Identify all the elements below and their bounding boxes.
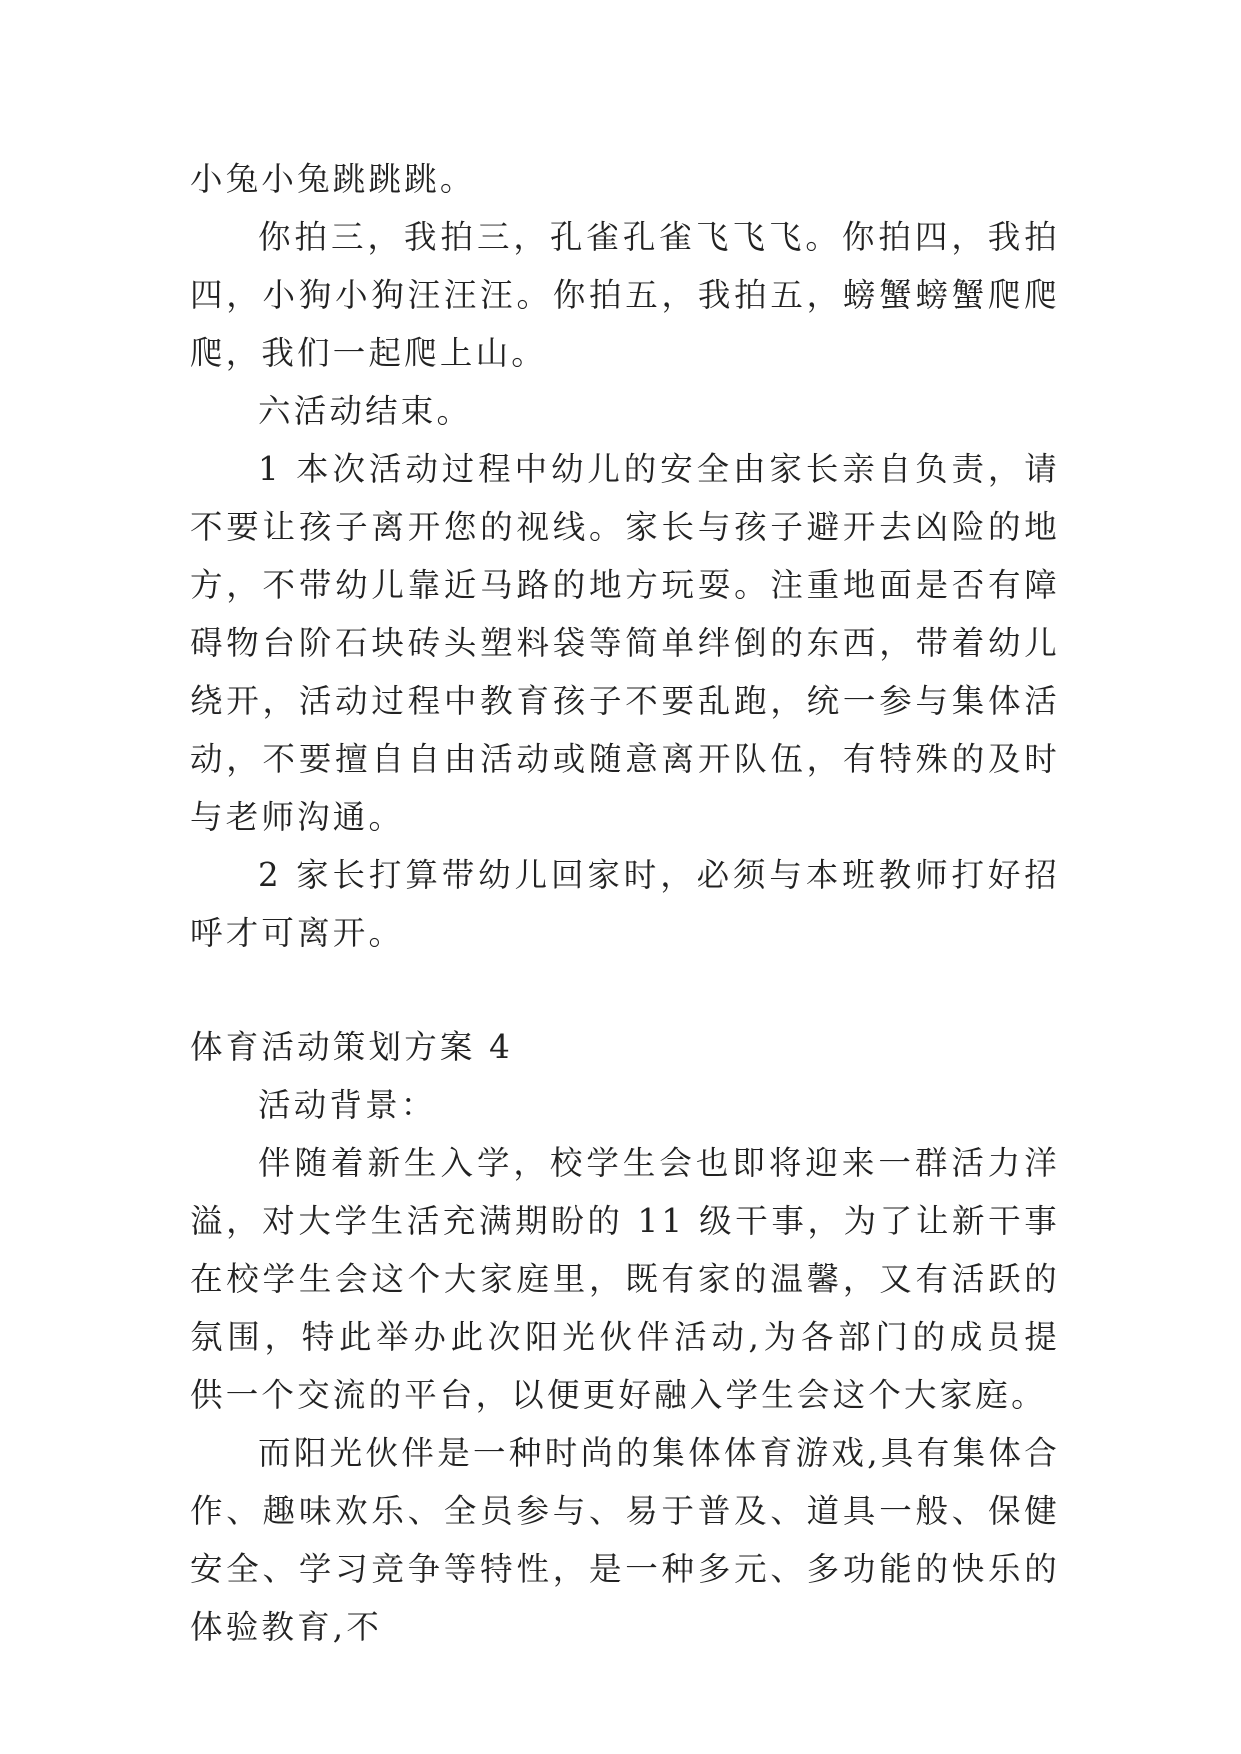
paragraph-safety-note-1: 1 本次活动过程中幼儿的安全由家长亲自负责，请不要让孩子离开您的视线。家长与孩子避开去凶险的地方，不带幼儿靠近马路的地方玩耍。注重地面是否有障碍物台阶石块砖头塑料袋等简单绊倒的东西，带着幼儿绕开，活动过程中教育孩子不要乱跑，统一参与集体活动，不要擅自自由活动或随意离开队伍，有特殊的及时与老师沟通。 — [190, 450, 1060, 836]
paragraph-continuation: 小兔小兔跳跳跳。 — [190, 160, 476, 198]
section-gap — [190, 962, 1060, 1018]
paragraph-sunshine-partner: 而阳光伙伴是一种时尚的集体体育游戏,具有集体合作、趣味欢乐、全员参与、易于普及、道具一般、保健安全、学习竞争等特性，是一种多元、多功能的快乐的体验教育,不 — [190, 1434, 1060, 1646]
paragraph-clapping-rhyme: 你拍三，我拍三，孔雀孔雀飞飞飞。你拍四，我拍四，小狗小狗汪汪汪。你拍五，我拍五，螃蟹螃蟹爬爬爬，我们一起爬上山。 — [190, 218, 1060, 372]
paragraph-background-body: 伴随着新生入学，校学生会也即将迎来一群活力洋溢，对大学生活充满期盼的 11 级干事，为了让新干事在校学生会这个大家庭里，既有家的温馨，又有活跃的氛围，特此举办此次阳光伙伴活动,为各部门的成员提供一个交流的平台，以便更好融入学生会这个大家庭。 — [190, 1144, 1060, 1414]
paragraph-safety-note-2: 2 家长打算带幼儿回家时，必须与本班教师打好招呼才可离开。 — [190, 856, 1060, 952]
section-heading: 体育活动策划方案 4 — [190, 1028, 514, 1066]
paragraph-activity-end: 六活动结束。 — [258, 392, 473, 430]
document-page — [190, 150, 1060, 1656]
paragraph-background-label: 活动背景： — [258, 1086, 437, 1124]
